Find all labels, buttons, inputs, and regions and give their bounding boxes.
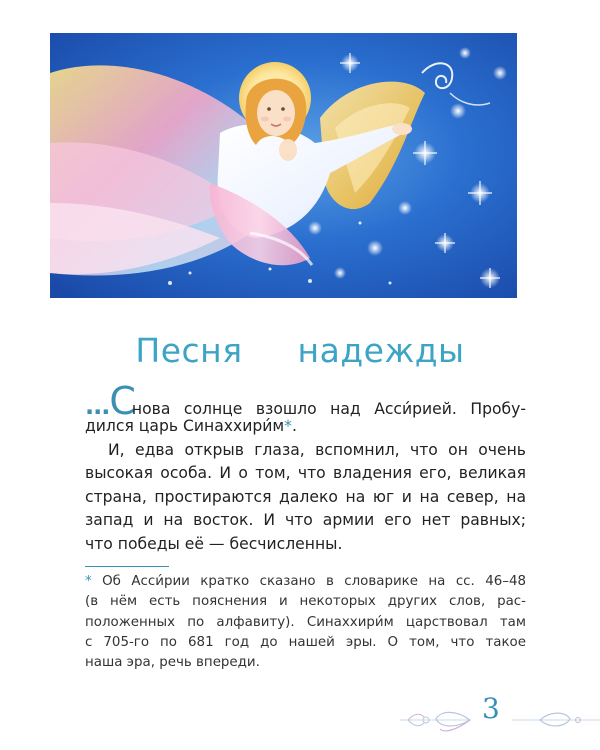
floral-flourish-icon (400, 703, 600, 735)
paragraph-2-line: И, едва открыв глаза, вспомнил, что он очень (108, 440, 526, 459)
drop-cap: С (109, 379, 136, 423)
footnote-marker: * (85, 574, 92, 589)
footnote (85, 572, 526, 673)
angel-painting-icon (50, 33, 517, 298)
paragraph-2-line: запад и на восток. И что армии его нет равных; (85, 511, 526, 530)
page-title: Песня надежды (135, 331, 465, 370)
paragraph-2-line: высокая особа. И о том, что владения его, великая (85, 464, 526, 483)
footnote-line-1-text: Об Асси́рии кратко сказано в словарике на сс. 46–48 (91, 574, 526, 589)
angel-illustration (50, 33, 517, 298)
footnote-line (85, 572, 526, 592)
page-number: 3 (482, 692, 500, 725)
footnote-divider (85, 566, 169, 567)
body-text (85, 381, 526, 557)
footnote-line: (в нём есть пояснения и некоторых других слов, рас- (85, 594, 526, 610)
footnote-line: положенных по алфавиту). Синаххири́м царствовал там (85, 614, 526, 630)
opening-ellipsis: ... (85, 392, 110, 420)
paragraph-1-line-2-text: дился царь Синаххири́м (85, 417, 285, 435)
paragraph-1-line-1-text: нова солнце взошло над Асси́рией. Пробу- (131, 400, 526, 418)
paragraph-1-line-1 (85, 379, 526, 423)
paragraph-2-line: страна, простираются далеко на юг и на север, на (85, 487, 526, 506)
paragraph-2-line: что победы её — бесчисленны. (85, 534, 343, 553)
paragraph-1-line-2 (85, 415, 526, 439)
footnote-reference[interactable]: * (284, 417, 292, 435)
footnote-line: наша эра, речь впереди. (85, 655, 260, 671)
footnote-line: с 705-го по 681 год до нашей эры. О том, что такое (85, 634, 526, 650)
paragraph-1-line-2-end: . (291, 417, 297, 435)
